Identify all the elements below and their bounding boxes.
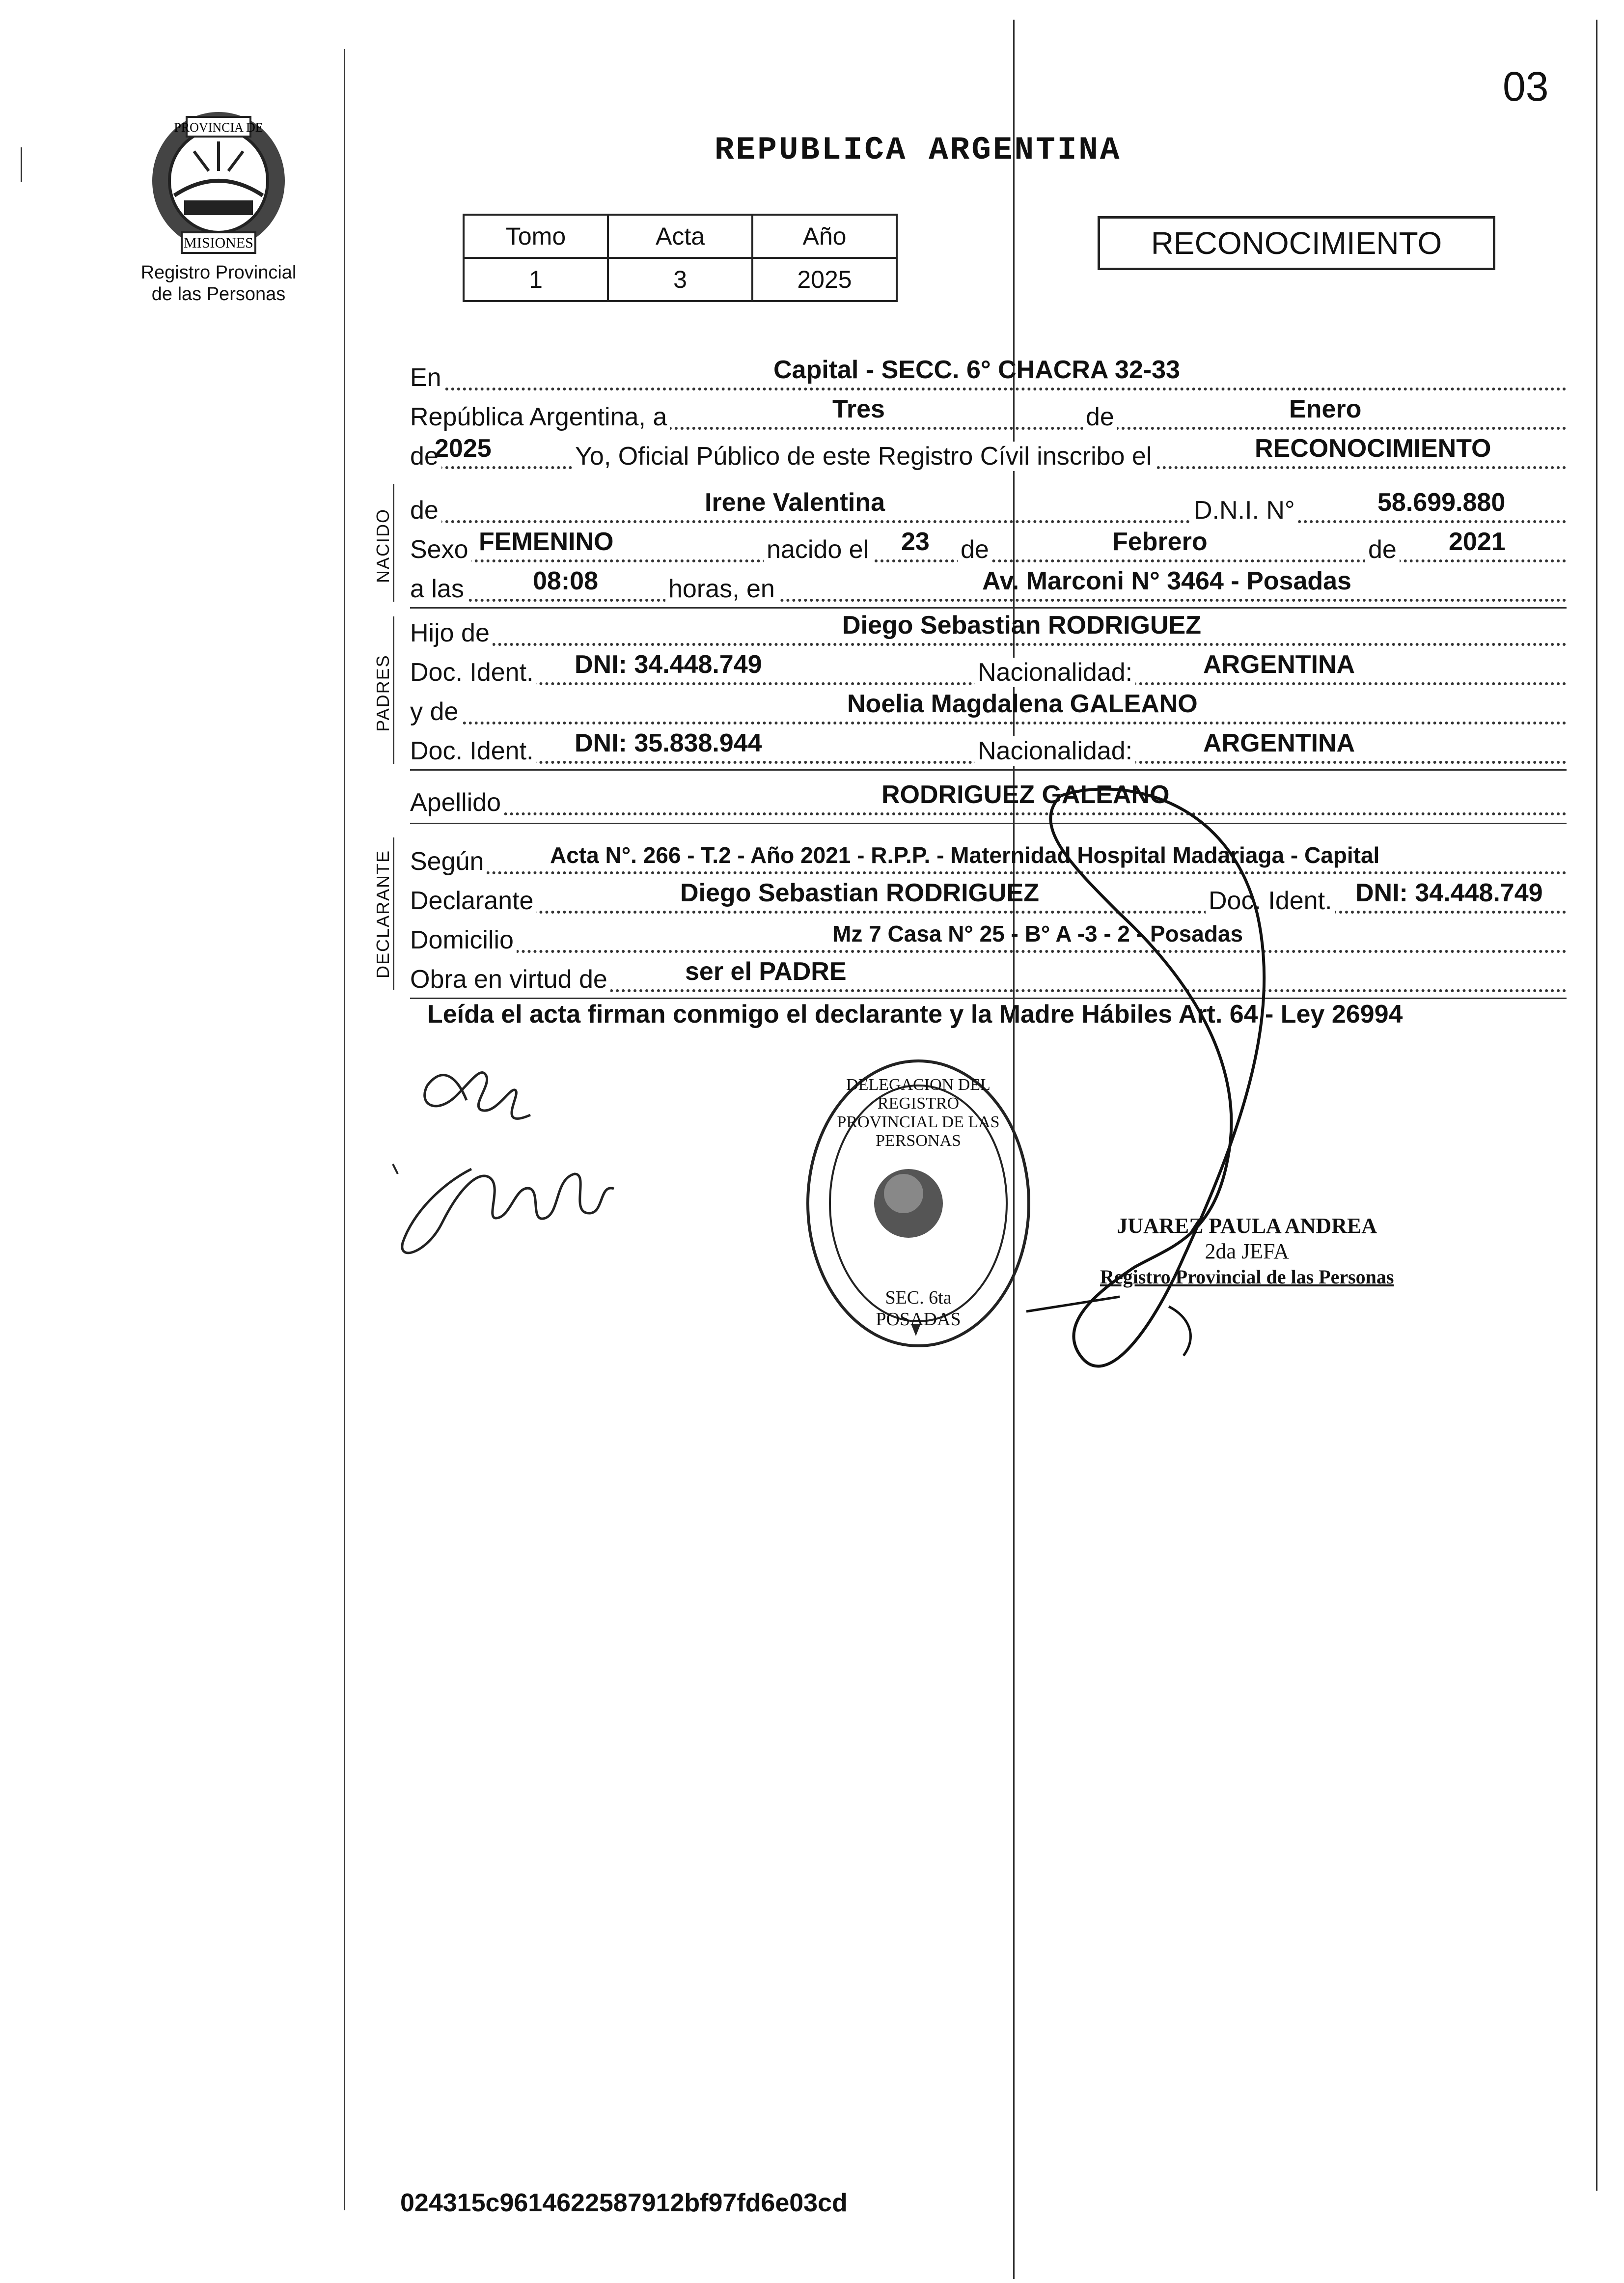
value-birth-year: 2021 [1449,528,1506,556]
official-org: Registro Provincial de las Personas [1100,1266,1394,1288]
label-sexo: Sexo [410,535,471,564]
value-month: Enero [1289,395,1362,423]
value-ano: 2025 [752,258,897,301]
label-nacido-el: nacido el [764,535,872,564]
value-day: Tres [832,395,885,423]
section-nacido: NACIDO [373,508,393,584]
header-ano: Año [752,215,897,258]
right-margin-line [1596,20,1597,2191]
label-republica: República Argentina, a [410,402,670,432]
label-nac-father: Nacionalidad: [975,658,1135,687]
value-birth-month: Febrero [1112,528,1208,556]
value-birth-day: 23 [901,528,930,556]
label-obra: Obra en virtud de [410,965,610,994]
header-acta: Acta [608,215,752,258]
stamp-inner-text: SEC. 6ta POSADAS [876,1287,961,1330]
svg-text:PROVINCIA DE: PROVINCIA DE [174,120,263,135]
official-signature-icon [1021,766,1296,1434]
official-stamp [1100,1213,1394,1290]
value-child-name: Irene Valentina [705,488,885,517]
value-year: 2025 [435,434,492,463]
registry-line-1: Registro Provincial [140,262,297,283]
label-doc-declarante: Doc. Ident. [1206,886,1335,916]
label-a-las: a las [410,574,467,604]
row-apellido [410,780,1567,820]
label-domicilio: Domicilio [410,925,517,955]
declarant-signature-icon [383,1056,638,1272]
left-margin-line [344,49,345,2210]
value-act: RECONOCIMIENTO [1255,434,1491,463]
row-obra [410,957,1567,997]
label-nac-mother: Nacionalidad: [975,736,1135,766]
page-number: 03 [1503,63,1549,110]
section-declarante: DECLARANTE [373,849,393,979]
value-tomo: 1 [464,258,608,301]
value-birth-place: Av. Marconi N° 3464 - Posadas [982,567,1351,595]
row-sexo [410,528,1567,567]
row-mother-doc [410,729,1567,769]
stamp-ring-text: DELEGACION DEL REGISTRO PROVINCIAL DE LAS PERSONAS [837,1076,1000,1150]
book-table [463,214,898,302]
label-doc-father: Doc. Ident. [410,658,536,687]
document-title: REPUBLICA ARGENTINA [715,132,1122,168]
label-en: En [410,363,444,392]
label-apellido: Apellido [410,788,504,817]
value-acta: 3 [608,258,752,301]
label-doc-mother: Doc. Ident. [410,736,536,766]
misiones-seal-icon [140,107,297,259]
value-mother-nac: ARGENTINA [1203,729,1355,757]
value-doc-declarante: DNI: 34.448.749 [1355,879,1543,907]
label-de-year2: de [1365,535,1400,564]
row-hijo [410,611,1567,651]
record-type-box: RECONOCIMIENTO [1098,216,1495,270]
value-mother: Noelia Magdalena GALEANO [847,690,1198,718]
row-segun [410,842,1567,879]
value-domicilio: Mz 7 Casa N° 25 - B° A -3 - 2 - Posadas [832,921,1243,947]
row-republica [410,395,1567,435]
value-apellido: RODRIGUEZ GALEANO [881,780,1170,809]
value-time: 08:08 [533,567,598,595]
value-father-doc: DNI: 34.448.749 [575,650,762,679]
value-sexo: FEMENINO [479,528,614,556]
row-en [410,356,1567,395]
row-hora [410,567,1567,607]
label-hijo: Hijo de [410,618,493,648]
value-father-nac: ARGENTINA [1203,650,1355,679]
registry-line-2: de las Personas [151,284,286,305]
label-oficial: Yo, Oficial Público de este Registro Cívil inscribo el [572,442,1155,471]
row-declarante [410,879,1567,919]
label-de-month: de [958,535,992,564]
row-domicilio [410,923,1567,958]
value-en: Capital - SECC. 6° CHACRA 32-33 [773,356,1180,384]
header-tomo: Tomo [464,215,608,258]
label-declarante: Declarante [410,886,536,916]
label-y-de: y de [410,697,461,726]
province-logo [130,107,307,305]
value-obra: ser el PADRE [685,957,847,986]
value-segun: Acta N°. 266 - T.2 - Año 2021 - R.P.P. - Maternidad Hospital Madariaga - Capital [550,842,1380,868]
value-father: Diego Sebastian RODRIGUEZ [842,611,1201,640]
official-name: JUAREZ PAULA ANDREA [1117,1214,1377,1238]
label-de-year: de [410,442,441,471]
section-padres: PADRES [373,654,393,732]
svg-text:MISIONES: MISIONES [184,235,253,251]
label-horas: horas, en [665,574,778,604]
label-de: de [1083,402,1117,432]
label-dni: D.N.I. N° [1191,496,1298,525]
row-oficial [410,434,1567,474]
value-mother-doc: DNI: 35.838.944 [575,729,762,757]
row-nacido-name [410,488,1567,528]
closing-statement: Leída el acta firman conmigo el declarante y la Madre Hábiles Art. 64 - Ley 26994 [427,1000,1403,1029]
official-role: 2da JEFA [1205,1239,1289,1263]
document-hash: 024315c9614622587912bf97fd6e03cd [400,2189,848,2217]
value-dni: 58.699.880 [1377,488,1506,517]
label-segun: Según [410,847,487,876]
left-edge-mark [21,147,22,182]
value-declarante: Diego Sebastian RODRIGUEZ [680,879,1039,907]
row-y-de [410,690,1567,729]
label-de-name: de [410,496,441,525]
row-father-doc [410,650,1567,690]
